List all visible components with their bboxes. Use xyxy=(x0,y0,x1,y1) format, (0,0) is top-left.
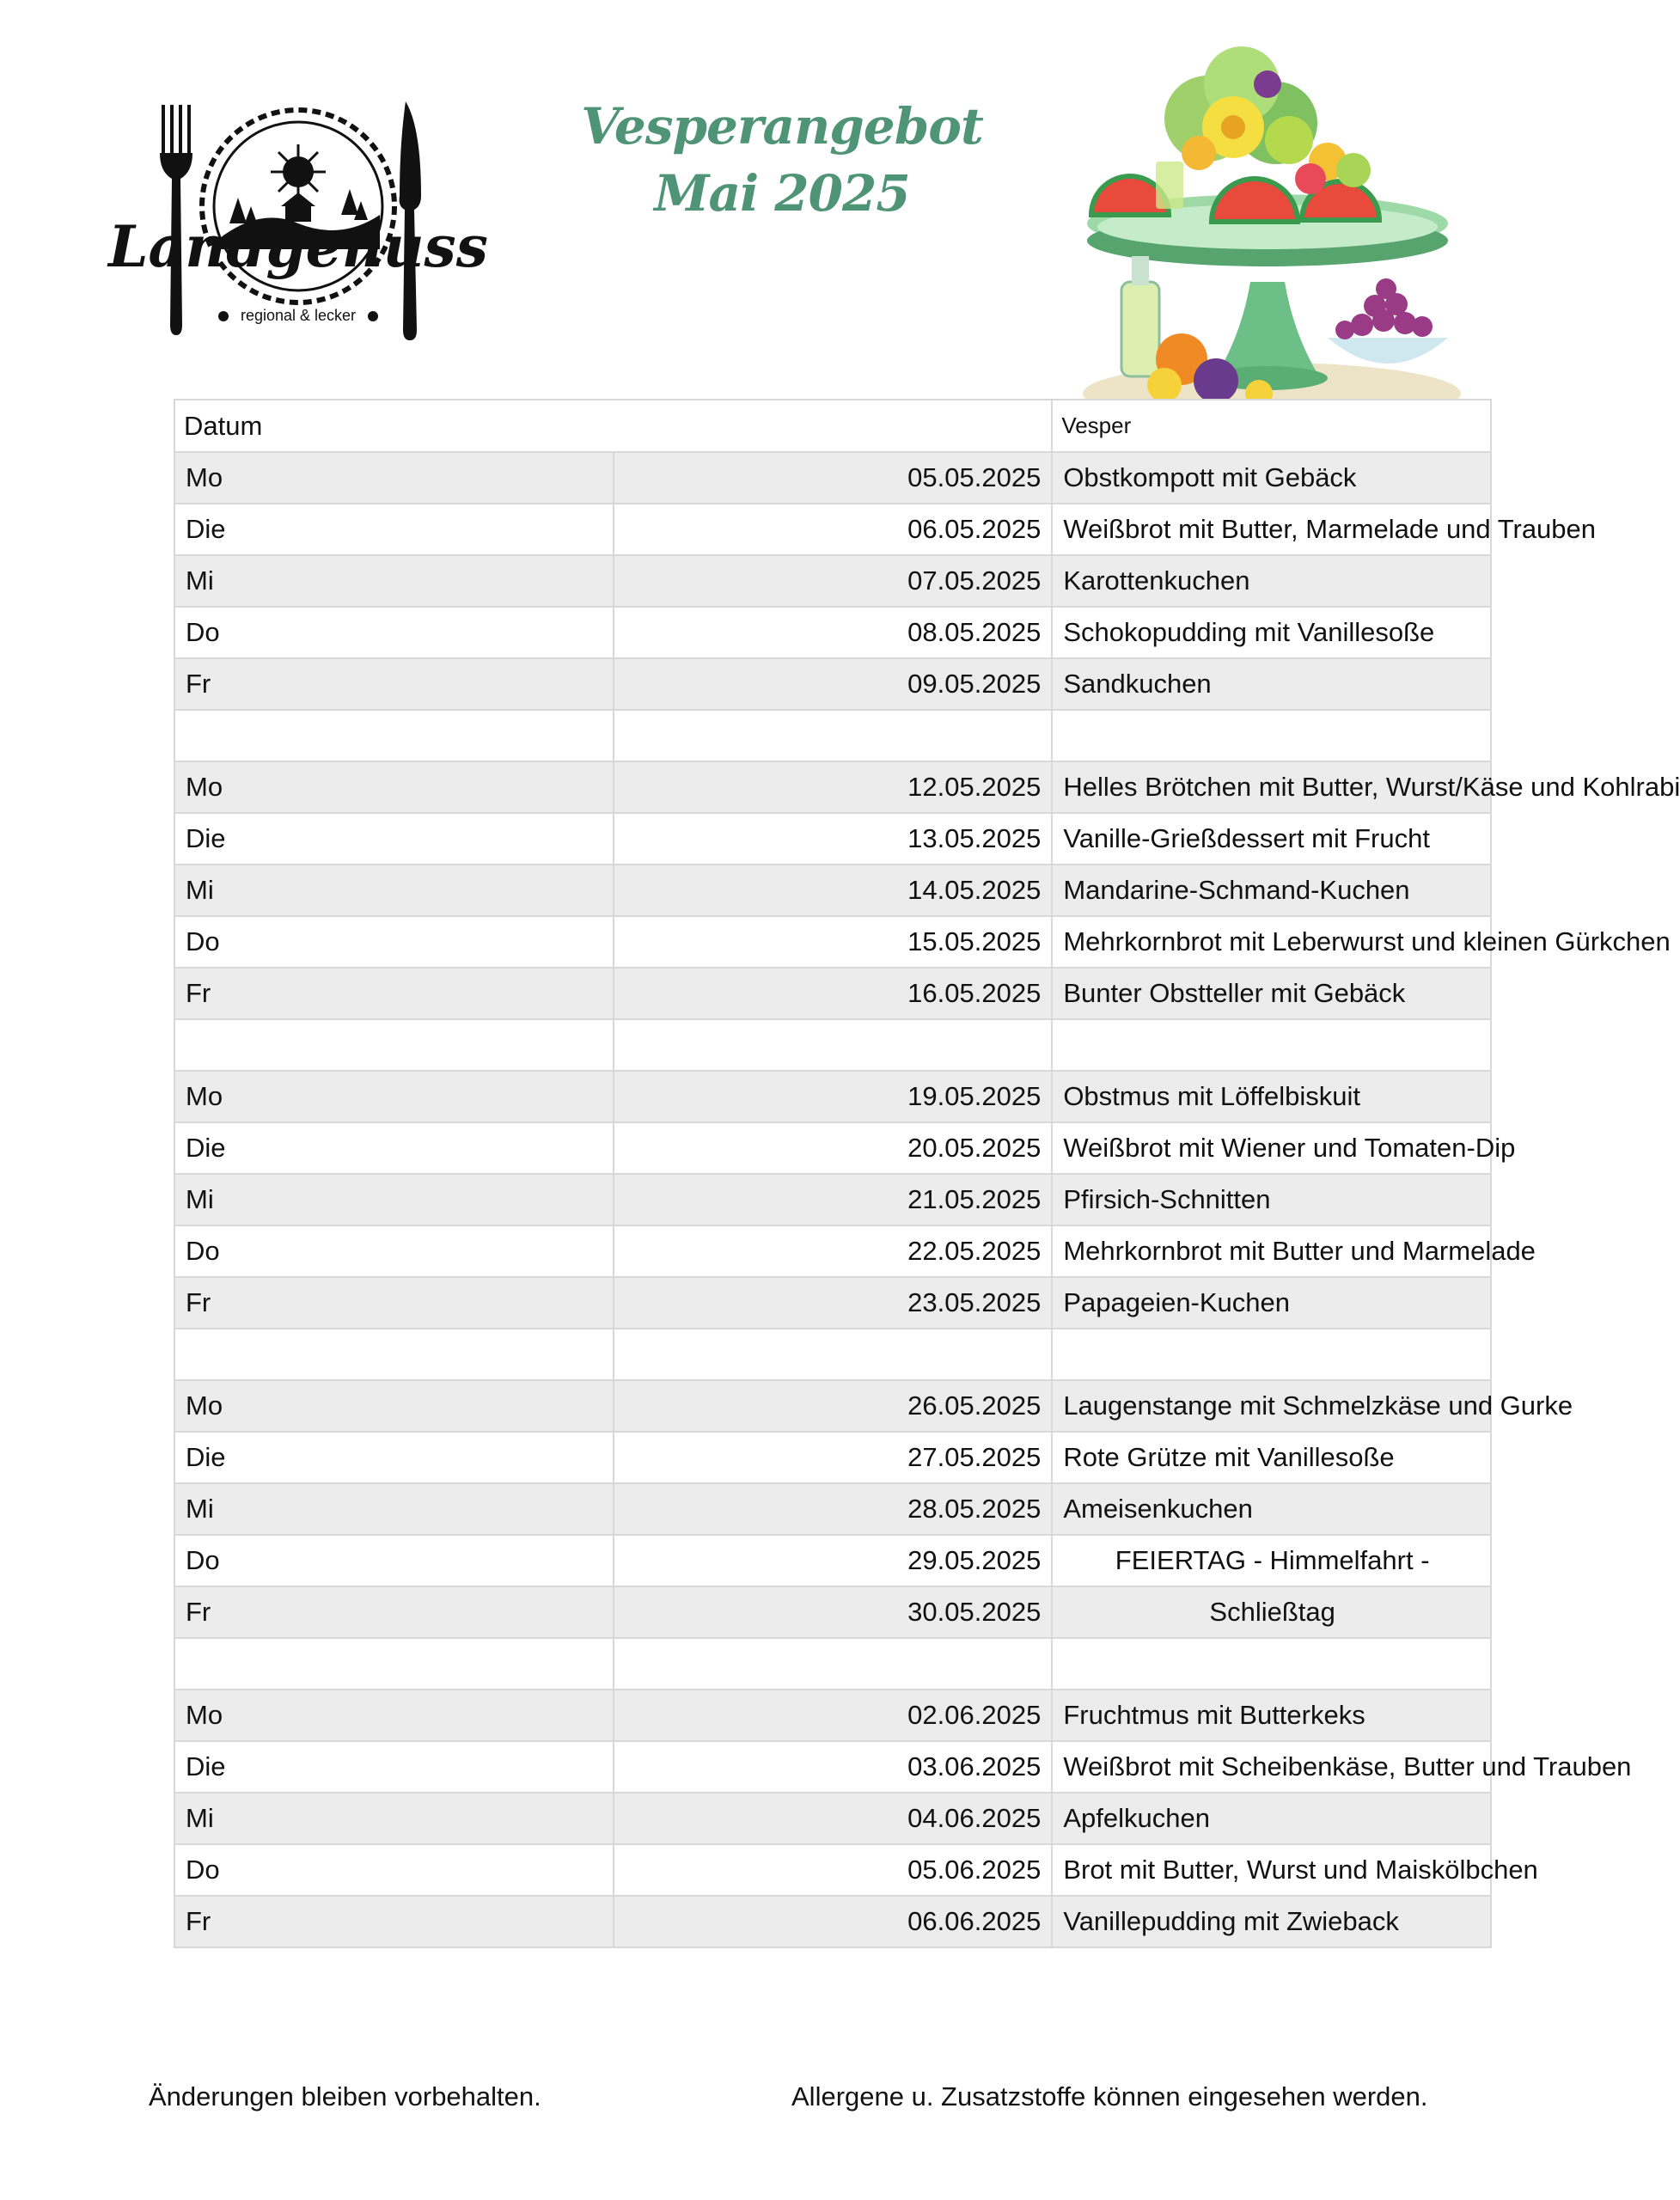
menu-cell: Karottenkuchen xyxy=(1052,555,1491,607)
date-cell: 20.05.2025 xyxy=(614,1122,1053,1174)
day-cell: Mi xyxy=(174,1174,614,1225)
menu-cell: Mandarine-Schmand-Kuchen xyxy=(1052,865,1491,916)
date-cell: 29.05.2025 xyxy=(614,1535,1053,1586)
table-row xyxy=(174,1174,1491,1225)
date-cell: 06.05.2025 xyxy=(614,504,1053,555)
logo-brand-text: Landgenuss xyxy=(108,213,488,280)
table-row xyxy=(174,1844,1491,1896)
day-cell: Mo xyxy=(174,452,614,504)
table-header xyxy=(174,400,1491,452)
date-cell: 22.05.2025 xyxy=(614,1225,1053,1277)
table-row xyxy=(174,1432,1491,1483)
menu-cell: Vanille-Grießdessert mit Frucht xyxy=(1052,813,1491,865)
day-cell xyxy=(174,1638,614,1690)
date-cell xyxy=(614,710,1053,761)
table-row xyxy=(174,1277,1491,1329)
day-cell: Die xyxy=(174,813,614,865)
date-cell: 27.05.2025 xyxy=(614,1432,1053,1483)
landgenuss-logo xyxy=(108,95,488,344)
menu-cell: Weißbrot mit Wiener und Tomaten-Dip xyxy=(1052,1122,1491,1174)
date-cell: 28.05.2025 xyxy=(614,1483,1053,1535)
day-cell: Fr xyxy=(174,968,614,1019)
menu-cell: Apfelkuchen xyxy=(1052,1793,1491,1844)
table-row xyxy=(174,1225,1491,1277)
date-cell: 07.05.2025 xyxy=(614,555,1053,607)
date-cell: 08.05.2025 xyxy=(614,607,1053,658)
day-cell: Do xyxy=(174,1535,614,1586)
menu-cell: Schokopudding mit Vanillesoße xyxy=(1052,607,1491,658)
day-cell: Fr xyxy=(174,658,614,710)
menu-cell: Obstkompott mit Gebäck xyxy=(1052,452,1491,504)
title-line-1: Vesperangebot xyxy=(581,97,983,156)
table-row xyxy=(174,1690,1491,1741)
table-row xyxy=(174,452,1491,504)
logo-tagline: regional & lecker xyxy=(240,307,357,324)
menu-cell xyxy=(1052,1019,1491,1071)
date-cell: 21.05.2025 xyxy=(614,1174,1053,1225)
date-cell: 05.06.2025 xyxy=(614,1844,1053,1896)
menu-cell: Sandkuchen xyxy=(1052,658,1491,710)
menu-cell: Bunter Obstteller mit Gebäck xyxy=(1052,968,1491,1019)
menu-cell: Rote Grütze mit Vanillesoße xyxy=(1052,1432,1491,1483)
table-row xyxy=(174,710,1491,761)
table-row xyxy=(174,813,1491,865)
date-cell: 12.05.2025 xyxy=(614,761,1053,813)
table-row xyxy=(174,1122,1491,1174)
menu-cell: Mehrkornbrot mit Leberwurst und kleinen Gürkchen xyxy=(1052,916,1491,968)
menu-cell: Ameisenkuchen xyxy=(1052,1483,1491,1535)
date-cell: 26.05.2025 xyxy=(614,1380,1053,1432)
table-row xyxy=(174,916,1491,968)
table-row xyxy=(174,1586,1491,1638)
table-row xyxy=(174,761,1491,813)
fruit-stand-illustration xyxy=(1070,24,1465,428)
table-row xyxy=(174,1329,1491,1380)
day-cell xyxy=(174,1329,614,1380)
day-cell: Do xyxy=(174,916,614,968)
menu-cell: Obstmus mit Löffelbiskuit xyxy=(1052,1071,1491,1122)
day-cell: Fr xyxy=(174,1586,614,1638)
menu-cell: Mehrkornbrot mit Butter und Marmelade xyxy=(1052,1225,1491,1277)
date-cell xyxy=(614,1329,1053,1380)
menu-cell: Brot mit Butter, Wurst und Maiskölbchen xyxy=(1052,1844,1491,1896)
day-cell: Mi xyxy=(174,1483,614,1535)
table-row xyxy=(174,658,1491,710)
table-row xyxy=(174,1896,1491,1947)
day-cell: Mo xyxy=(174,761,614,813)
date-cell: 05.05.2025 xyxy=(614,452,1053,504)
date-cell: 16.05.2025 xyxy=(614,968,1053,1019)
date-cell: 15.05.2025 xyxy=(614,916,1053,968)
table-row xyxy=(174,1019,1491,1071)
table-row xyxy=(174,1071,1491,1122)
date-cell xyxy=(614,1638,1053,1690)
menu-cell: Papageien-Kuchen xyxy=(1052,1277,1491,1329)
date-cell: 03.06.2025 xyxy=(614,1741,1053,1793)
day-cell: Mo xyxy=(174,1071,614,1122)
day-cell: Mo xyxy=(174,1380,614,1432)
menu-cell xyxy=(1052,1329,1491,1380)
table-row xyxy=(174,1483,1491,1535)
title-line-2: Mai 2025 xyxy=(654,164,910,223)
table-row xyxy=(174,865,1491,916)
date-cell: 19.05.2025 xyxy=(614,1071,1053,1122)
day-cell: Fr xyxy=(174,1277,614,1329)
table-row xyxy=(174,504,1491,555)
menu-cell: Vanillepudding mit Zwieback xyxy=(1052,1896,1491,1947)
menu-cell xyxy=(1052,710,1491,761)
day-cell: Mi xyxy=(174,1793,614,1844)
menu-cell: Helles Brötchen mit Butter, Wurst/Käse und Kohlrabi xyxy=(1052,761,1491,813)
footer-allergens-note: Allergene u. Zusatzstoffe können eingesehen werden. xyxy=(791,2081,1428,2111)
date-cell: 13.05.2025 xyxy=(614,813,1053,865)
table-row xyxy=(174,555,1491,607)
day-cell xyxy=(174,1019,614,1071)
date-cell xyxy=(614,1019,1053,1071)
day-cell: Do xyxy=(174,1844,614,1896)
table-row xyxy=(174,607,1491,658)
menu-cell: Schließtag xyxy=(1052,1586,1491,1638)
day-cell: Die xyxy=(174,1741,614,1793)
table-row xyxy=(174,1535,1491,1586)
table-row xyxy=(174,968,1491,1019)
date-cell: 04.06.2025 xyxy=(614,1793,1053,1844)
table-row xyxy=(174,1793,1491,1844)
date-cell: 09.05.2025 xyxy=(614,658,1053,710)
menu-cell: Pfirsich-Schnitten xyxy=(1052,1174,1491,1225)
menu-cell: Weißbrot mit Scheibenkäse, Butter und Trauben xyxy=(1052,1741,1491,1793)
menu-cell xyxy=(1052,1638,1491,1690)
menu-cell: FEIERTAG - Himmelfahrt - xyxy=(1052,1535,1491,1586)
logo-emblem xyxy=(108,95,488,344)
menu-cell: Laugenstange mit Schmelzkäse und Gurke xyxy=(1052,1380,1491,1432)
date-cell: 02.06.2025 xyxy=(614,1690,1053,1741)
day-cell xyxy=(174,710,614,761)
vesper-table xyxy=(174,399,1680,1948)
day-cell: Do xyxy=(174,1225,614,1277)
date-cell: 14.05.2025 xyxy=(614,865,1053,916)
menu-cell: Weißbrot mit Butter, Marmelade und Trauben xyxy=(1052,504,1491,555)
date-cell: 30.05.2025 xyxy=(614,1586,1053,1638)
day-cell: Mo xyxy=(174,1690,614,1741)
table-row xyxy=(174,1741,1491,1793)
sun-icon xyxy=(271,144,326,199)
menu-cell: Fruchtmus mit Butterkeks xyxy=(1052,1690,1491,1741)
table-row xyxy=(174,1638,1491,1690)
day-cell: Fr xyxy=(174,1896,614,1947)
day-cell: Do xyxy=(174,607,614,658)
header-datum: Datum xyxy=(174,400,1052,452)
day-cell: Die xyxy=(174,504,614,555)
date-cell: 23.05.2025 xyxy=(614,1277,1053,1329)
day-cell: Die xyxy=(174,1122,614,1174)
day-cell: Die xyxy=(174,1432,614,1483)
day-cell: Mi xyxy=(174,555,614,607)
page-title xyxy=(550,93,1014,227)
date-cell: 06.06.2025 xyxy=(614,1896,1053,1947)
table-row xyxy=(174,1380,1491,1432)
header-vesper: Vesper xyxy=(1052,400,1491,452)
day-cell: Mi xyxy=(174,865,614,916)
footer-disclaimer: Änderungen bleiben vorbehalten. xyxy=(149,2081,541,2111)
